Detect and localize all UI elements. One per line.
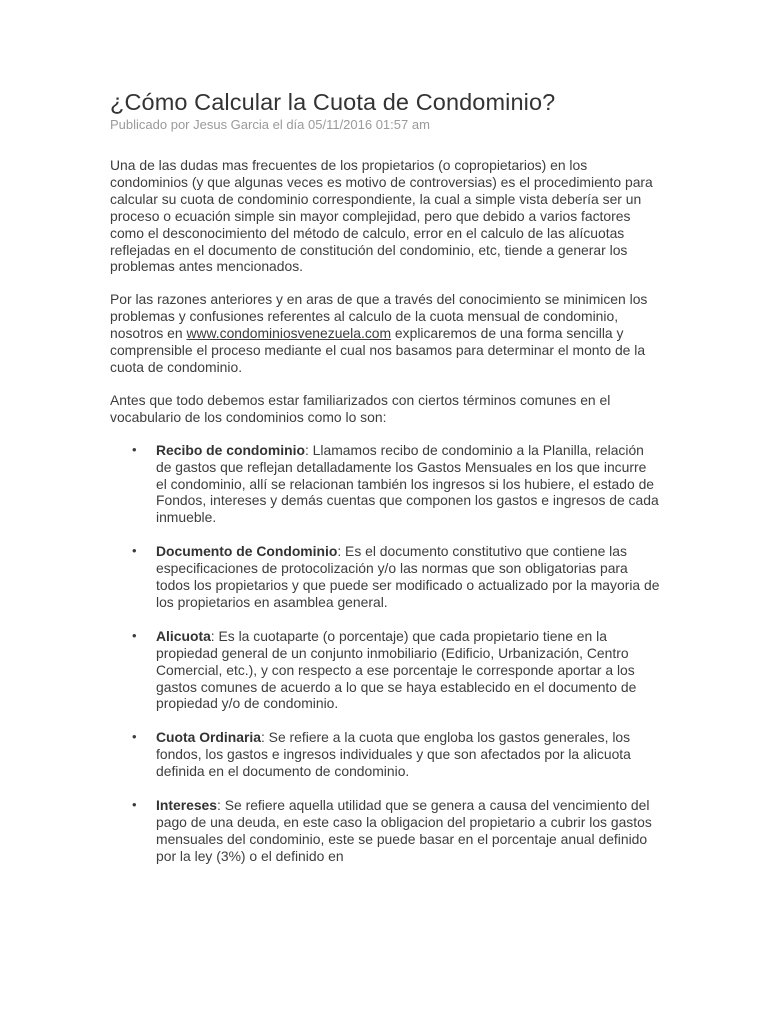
term-definition: : Llamamos recibo de condominio a la Planilla, relación de gastos que reflejan detalladamente los Gastos Mensuales en los que incurre el condominio, allí se relacionan también los ingresos si los hubiere, el estado de Fondos, intereses y demás cuentas que componen los gastos e ingresos de cada inmueble. [156, 441, 659, 526]
bullet-icon: • [132, 797, 137, 813]
term-name: Documento de Condominio [156, 543, 338, 560]
paragraph-terms-intro: Antes que todo debemos estar familiarizados con ciertos términos comunes en el vocabulario de los condominios como lo son: [110, 391, 611, 425]
term-definition: : Es la cuotaparte (o porcentaje) que cada propietario tiene en la propiedad general de un conjunto inmobiliario (Edificio, Urbanización, Centro Comercial, etc.), y con respecto a ese porcentaje le corresponde aportar a los gastos comunes de acuerdo a lo que se haya establecido en el documento de propiedad y/o de condominio. [156, 627, 637, 712]
list-item [110, 729, 660, 780]
list-item [110, 797, 660, 865]
list-item [110, 442, 660, 527]
term-name: Recibo de condominio [156, 441, 305, 458]
term-definition: : Se refiere aquella utilidad que se genera a causa del vencimiento del pago de una deuda, en este caso la obligacion del propietario a cubrir los gastos mensuales del condominio, este se puede basar en el porcentaje anual definido por la ley (3%) o el definido en [156, 797, 652, 864]
post-meta: Publicado por Jesus Garcia el día 05/11/2016 01:57 am [110, 117, 430, 132]
bullet-icon: • [132, 627, 137, 643]
site-link[interactable]: www.condominiosvenezuela.com [186, 325, 392, 342]
term-definition: : Es el documento constitutivo que contiene las especificaciones de protocolización y/o las normas que son obligatorias para todos los propietarios y que puede ser modificado o actualizado por la mayoria de los propietarios en asamblea general. [156, 543, 660, 610]
list-item [110, 628, 660, 713]
terms-list [110, 442, 660, 865]
paragraph-reasons [110, 291, 660, 376]
term-definition: : Se refiere a la cuota que engloba los gastos generales, los fondos, los gastos e ingresos individuales y que son afectados por la alicuota definida en el documento de condominio. [156, 729, 631, 780]
bullet-icon: • [132, 729, 137, 745]
paragraph-intro: Una de las dudas mas frecuentes de los propietarios (o copropietarios) en los condominios (y que algunas veces es motivo de controversias) es el procedimiento para calcular su cuota de condominio correspondiente, la cual a simple vista debería ser un proceso o ecuación simple sin mayor complejidad, pero que debido a varios factores como el desconocimiento del método de calculo, error en el calculo de las alícuotas reflejadas en el documento de constitución del condominio, etc, tiende a generar los problemas antes mencionados. [110, 157, 653, 275]
term-name: Alicuota [156, 627, 211, 644]
bullet-icon: • [132, 543, 137, 559]
paragraph-reasons-text-before: Por las razones anteriores y en aras de que a través del conocimiento se minimicen los problemas y confusiones referentes al calculo de la cuota mensual de condominio, nosotros en [110, 291, 648, 342]
bullet-icon: • [132, 441, 137, 457]
term-name: Cuota Ordinaria [156, 729, 261, 746]
list-item [110, 543, 660, 611]
article [110, 88, 660, 882]
term-name: Intereses [156, 797, 218, 814]
page-title: ¿Cómo Calcular la Cuota de Condominio? [110, 89, 556, 115]
paragraph-reasons-text-after: explicaremos de una forma sencilla y comprensible el proceso mediante el cual nos basamos para determinar el monto de la cuota de condominio. [110, 325, 646, 375]
